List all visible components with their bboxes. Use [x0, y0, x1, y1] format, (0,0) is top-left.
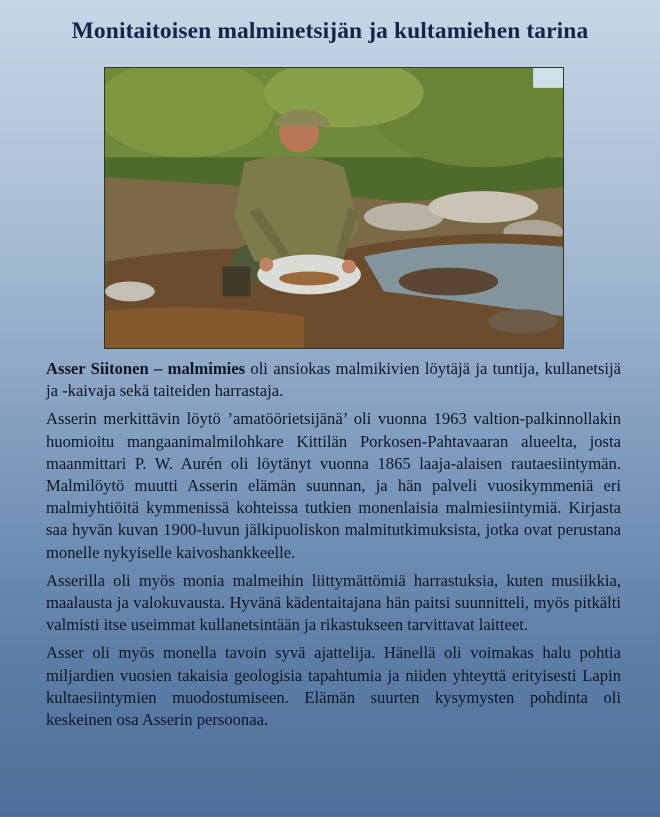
rock: [399, 268, 499, 296]
paragraph-3: Asserilla oli myös monia malmeihin liittymättömiä harrastuksia, kuten musiikkia, maalausta ja valokuvausta. Hyvänä kädentaitajana hän paitsi suunnitteli, myös pitkälti valmisti itse useimmat kullanetsintään ja rikastukseen tarvittavat laitteet.: [46, 570, 621, 635]
person-hand: [259, 258, 273, 272]
paragraph-1-rest: oli ansiokas malmikivien löytäjä ja tuntija, kullanetsijä ja -kaivaja sekä taiteiden harrastaja.: [46, 359, 621, 401]
paragraph-1: [46, 358, 621, 402]
rock: [488, 309, 558, 333]
shallow-water: [105, 307, 304, 348]
gold-panning-photo: [104, 67, 564, 349]
pan-sediment: [279, 272, 339, 286]
stone: [429, 191, 539, 223]
lead-name: Asser Siitonen – malmimies: [46, 359, 246, 378]
paragraph-2: Asserin merkittävin löytö ’amatöörietsijänä’ oli vuonna 1963 valtion-palkinnollakin huomioitu mangaanimalmilohkare Kittilän Porkosen-Pahtavaaran alueelta, josta maanmittari P. W. Aurén oli löytänyt vuonna 1865 laaja-alaisen rautaesiintymän. Malmilöytö muutti Asserin elämän suunnan, ja hän palveli vuosikymmeniä eri malmiyhtiöitä kymmenissä kohteissa tutkien monenlaisia malmiesiintymiä. Kirjasta saa hyvän kuvan 1900-luvun jälkipuoliskon malmitutkimuksista, jotka ovat perustana monelle nykyiselle kaivoshankkeelle.: [46, 409, 621, 562]
sky: [533, 68, 563, 88]
paragraph-4: Asser oli myös monella tavoin syvä ajattelija. Hänellä oli voimakas halu pohtia miljardien vuosien takaisia geologisia tapahtumia ja niiden yhteyttä erityisesti Lapin kultaesiintymien muodostumiseen. Elämän suurten kysymysten pohdinta oli keskeinen osa Asserin persoonaa.: [46, 643, 621, 730]
page-title: Monitaitoisen malminetsijän ja kultamiehen tarina: [71, 18, 589, 44]
person-hand: [342, 260, 356, 274]
body-text: [46, 358, 621, 737]
person-boot: [222, 267, 250, 297]
rock: [105, 281, 155, 301]
photo-illustration: [105, 68, 563, 348]
